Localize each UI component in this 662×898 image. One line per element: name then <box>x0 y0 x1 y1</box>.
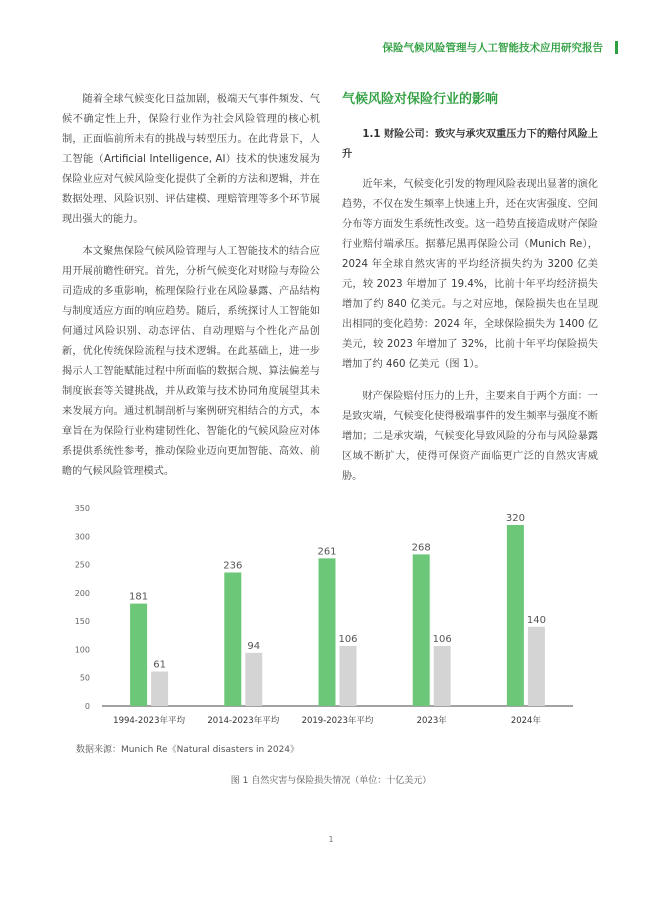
y-tick-label: 50 <box>79 673 90 683</box>
bar-series-1 <box>413 554 430 706</box>
bar-series-2 <box>528 627 545 706</box>
right-paragraph-2: 财产保险赔付压力的上升，主要来自于两个方面：一是致灾端，气候变化使得极端事件的发生频率与强度不断增加；二是承灾端，气候变化导致风险的分布与风险暴露区域不断扩大，使得可保资产面临更广泛的自然灾害威胁。 <box>342 391 598 482</box>
running-header <box>383 40 619 55</box>
bar-series-2 <box>245 653 262 706</box>
data-label: 320 <box>505 512 525 524</box>
section-title: 气候风险对保险行业的影响 <box>342 92 499 107</box>
bar-series-1 <box>507 525 524 706</box>
left-column <box>62 90 320 494</box>
data-label: 106 <box>432 634 452 646</box>
header-accent-bar <box>615 41 618 54</box>
left-paragraph-2: 本文聚焦保险气候风险管理与人工智能技术的结合应用开展前瞻性研究。首先，分析气候变化对财险与寿险公司造成的多重影响，梳理保险行业在风险暴露、产品结构与制度适应方面的响应趋势。随后，系统探讨人工智能如何通过风险识别、动态评估、自动理赔与个性化产品创新，优化传统保险流程与技术逻辑。在此基础上，进一步揭示人工智能赋能过程中所面临的数据合规、算法偏差与制度嵌套等关键挑战，并从政策与技术协同角度展望其未来发展方向。通过机制剖析与案例研究相结合的方式，本章旨在为保险行业构建韧性化、智能化的气候风险应对体系提供系统性参考，推动保险业迈向更加智能、高效、前瞻的气候风险管理模式。 <box>62 246 320 477</box>
right-column <box>342 90 598 499</box>
data-label: 94 <box>247 640 261 652</box>
data-source: 数据来源：Munich Re《Natural disasters in 2024》 <box>76 745 300 755</box>
data-label: 236 <box>223 560 243 572</box>
figure-caption: 图 1 自然灾害与保险损失情况（单位：十亿美元） <box>230 776 432 786</box>
running-header-title: 保险气候风险管理与人工智能技术应用研究报告 <box>382 42 603 54</box>
bar-series-2 <box>434 646 451 706</box>
y-tick-label: 350 <box>74 504 90 513</box>
y-tick-label: 250 <box>74 560 90 570</box>
data-label: 106 <box>338 634 358 646</box>
sub-title: 1.1 财险公司：致灾与承灾双重压力下的赔付风险上升 <box>342 129 598 160</box>
x-tick-label: 2019-2023年平均 <box>301 716 374 726</box>
bar-series-2 <box>340 646 357 706</box>
data-label: 181 <box>129 591 149 603</box>
x-tick-label: 2024年 <box>510 716 541 726</box>
y-tick-label: 100 <box>74 645 90 655</box>
bar-series-2 <box>151 671 168 706</box>
y-tick-label: 200 <box>74 588 90 598</box>
x-tick-label: 2014-2023年平均 <box>207 716 280 726</box>
bar-series-1 <box>224 572 241 706</box>
x-tick-label: 1994-2023年平均 <box>113 716 186 726</box>
data-label: 268 <box>411 542 431 554</box>
bar-series-1 <box>319 558 336 706</box>
loss-chart-svg <box>70 498 590 738</box>
data-label: 261 <box>317 546 337 558</box>
right-paragraph-1: 近年来，气候变化引发的物理风险表现出显著的演化趋势，不仅在发生频率上快速上升，还在灾害强度、空间分布等方面发生系统性改变。这一趋势直接造成财产保险行业赔付端承压。据慕尼黑再保险公司（Munich Re），2024 年全球自然灾害的平均经济损失约为 3200 亿美元，较 2023 年增加了 19.4%，比前十年平均经济损失增加了约 840 亿美元。与之对应地，保险损失也在呈现出相同的变化趋势：2024 年，全球保险损失为 1400 亿美元，较 2023 年增加了 32%，比前十年平均保险损失增加了约 460 亿美元（图 1）。 <box>342 179 598 370</box>
page-number: 1 <box>328 835 334 844</box>
y-tick-label: 0 <box>84 702 90 711</box>
loss-chart <box>70 498 590 738</box>
x-tick-label: 2023年 <box>416 716 447 726</box>
bar-series-1 <box>130 604 147 706</box>
data-label: 61 <box>153 659 166 671</box>
y-tick-label: 300 <box>74 532 90 542</box>
left-paragraph-1: 随着全球气候变化日益加剧，极端天气事件频发、气候不确定性上升，保险行业作为社会风险管理的核心机制，正面临前所未有的挑战与转型压力。在此背景下，人工智能（Artificial Intelligence, AI）技术的快速发展为保险业应对气候风险变化提供了全新的方法和逻辑，并在数据处理、风险识别、评估建模、理赔管理等多个环节展现出强大的能力。 <box>62 94 320 225</box>
data-label: 140 <box>526 614 546 626</box>
y-tick-label: 150 <box>74 617 90 627</box>
